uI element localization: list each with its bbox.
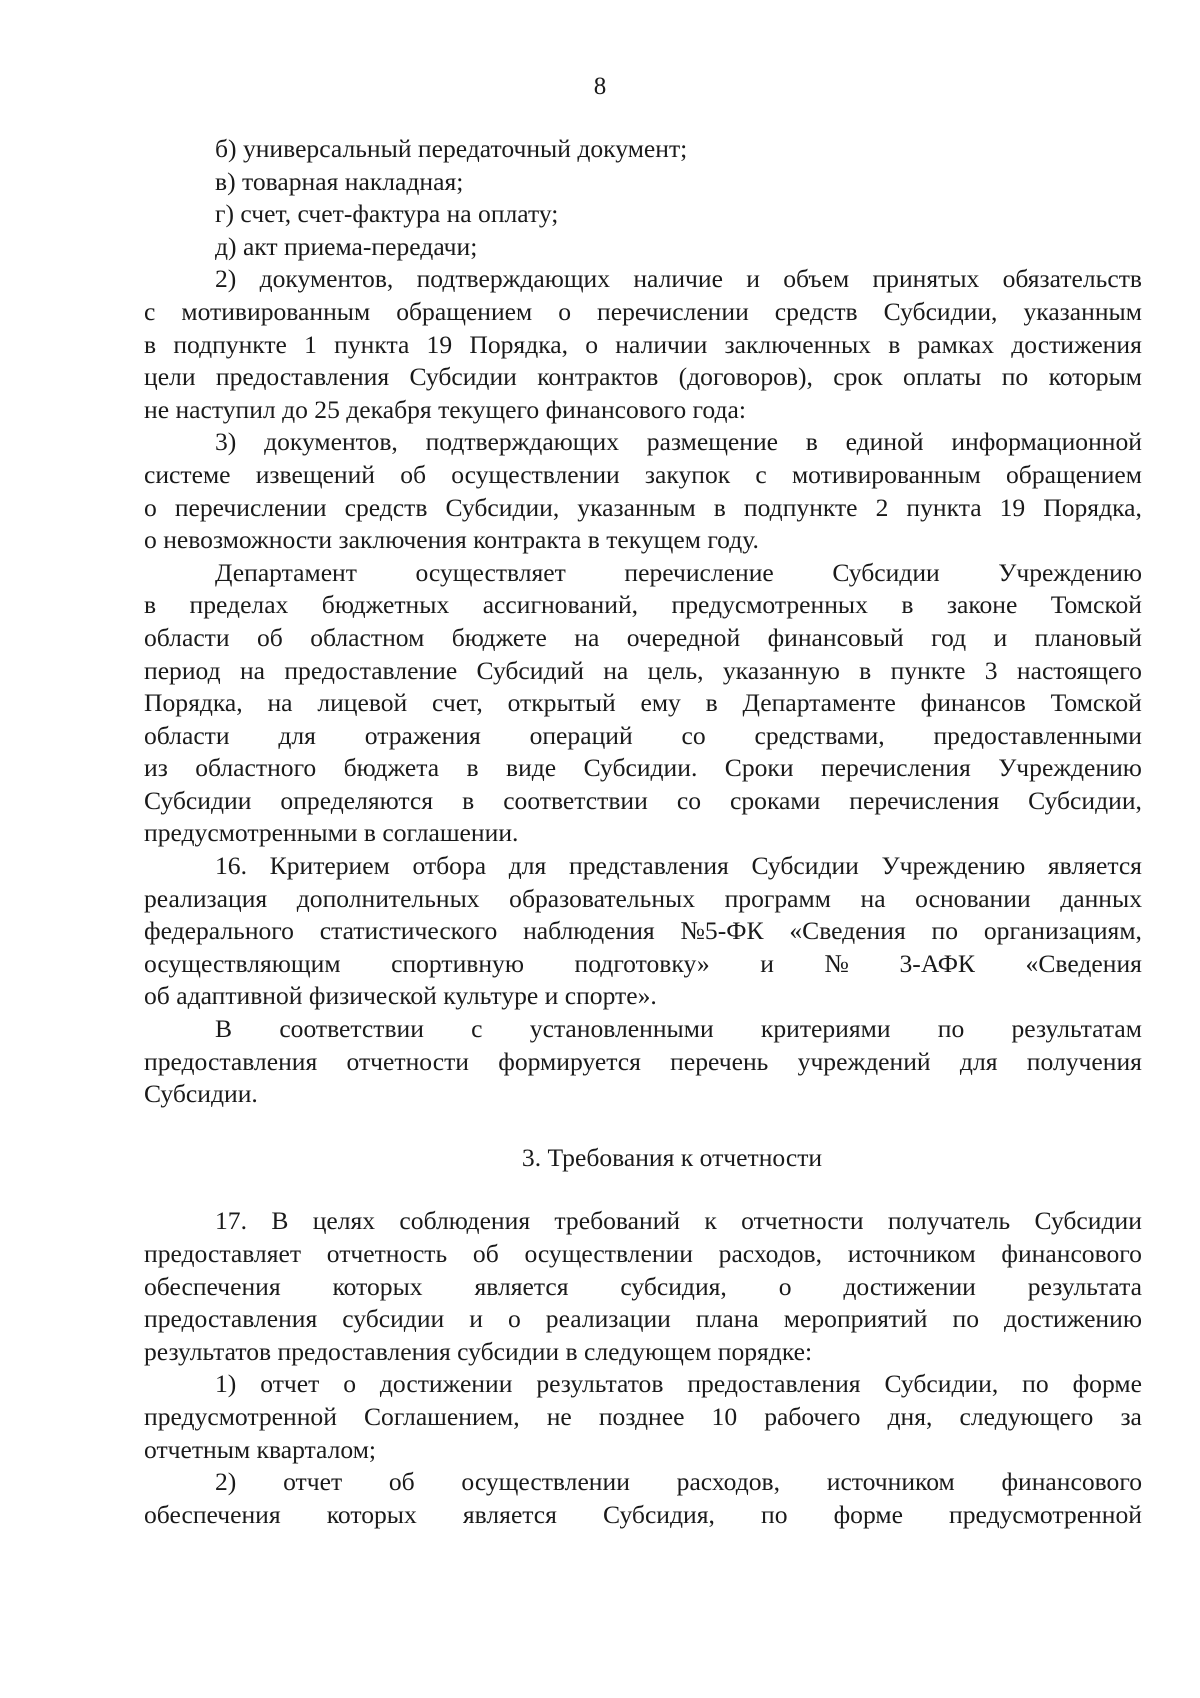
text-line: д) акт приема-передачи; bbox=[215, 231, 478, 261]
text-line bbox=[144, 655, 1142, 688]
word: Субсидии bbox=[144, 785, 252, 815]
word: перечисления bbox=[820, 753, 971, 783]
word: Субсидии. bbox=[583, 753, 698, 783]
text-line: результатов предоставления субсидии в следующем порядке: bbox=[144, 1336, 813, 1366]
word: Порядка, bbox=[469, 329, 569, 359]
text-line bbox=[144, 752, 1142, 785]
text-line: предусмотренными в соглашении. bbox=[144, 818, 519, 848]
word: на bbox=[574, 622, 600, 652]
word: позднее bbox=[598, 1401, 685, 1431]
word: предоставления bbox=[215, 362, 390, 392]
word: мероприятий bbox=[783, 1304, 928, 1334]
word: цель, bbox=[647, 655, 704, 685]
word: предусмотренной bbox=[949, 1499, 1142, 1529]
word: заключенных bbox=[724, 329, 871, 359]
word: подготовку» bbox=[574, 948, 710, 978]
word: которым bbox=[1048, 362, 1142, 392]
text-line bbox=[144, 459, 1142, 492]
text-line bbox=[144, 883, 1142, 916]
word: перечисление bbox=[624, 557, 774, 587]
word: Департаменте bbox=[742, 688, 896, 718]
word: пункте bbox=[890, 655, 966, 685]
text-line bbox=[144, 1499, 1142, 1532]
text-line bbox=[144, 557, 1142, 590]
word: реализация bbox=[144, 883, 268, 913]
text-line bbox=[144, 296, 1142, 329]
word: в bbox=[466, 753, 479, 783]
word: с bbox=[755, 459, 767, 489]
document-body bbox=[144, 133, 1142, 1531]
word: Субсидии, bbox=[884, 1369, 999, 1399]
word: подтверждающих bbox=[425, 427, 620, 457]
word: указанным bbox=[577, 492, 696, 522]
text-line bbox=[144, 1368, 1142, 1401]
word: основании bbox=[915, 883, 1031, 913]
word: Субсидии, bbox=[445, 492, 560, 522]
word: предоставляет bbox=[144, 1239, 302, 1268]
word: областном bbox=[310, 622, 425, 652]
word: на bbox=[860, 883, 886, 913]
word: осуществляет bbox=[415, 557, 566, 587]
word: формируется bbox=[498, 1046, 641, 1076]
word: 2) bbox=[215, 1467, 237, 1497]
word: отчетность bbox=[326, 1239, 448, 1268]
word: предоставления bbox=[144, 1046, 318, 1076]
word: системе bbox=[144, 459, 231, 489]
word: области bbox=[144, 720, 230, 750]
word: подтверждающих bbox=[416, 264, 611, 294]
word: указанным bbox=[1023, 296, 1142, 326]
text-line bbox=[144, 1046, 1142, 1079]
word: В bbox=[271, 1206, 289, 1236]
word: операций bbox=[529, 720, 633, 750]
word: является bbox=[474, 1271, 569, 1301]
word: соответствии bbox=[279, 1014, 424, 1044]
word: оплаты bbox=[903, 362, 982, 392]
word: срок bbox=[833, 362, 883, 392]
text-line bbox=[144, 1303, 1142, 1336]
word: об bbox=[400, 459, 427, 489]
word: информационной bbox=[951, 427, 1142, 457]
word: на bbox=[267, 688, 293, 718]
word: Сроки bbox=[724, 753, 794, 783]
word: обеспечения bbox=[144, 1499, 281, 1529]
word: об bbox=[472, 1239, 499, 1268]
word: Соглашением, bbox=[363, 1401, 520, 1431]
text-line bbox=[144, 948, 1142, 981]
word: результата bbox=[1027, 1271, 1142, 1301]
word: Порядка, bbox=[144, 688, 243, 718]
word: результатам bbox=[1011, 1014, 1142, 1044]
word: по bbox=[1001, 362, 1029, 392]
word: программ bbox=[724, 883, 831, 913]
word: установленными bbox=[529, 1014, 714, 1044]
word: Субсидии bbox=[409, 362, 517, 392]
word: открытый bbox=[507, 688, 616, 718]
word: результатов bbox=[536, 1369, 664, 1399]
word: (договоров), bbox=[678, 362, 813, 392]
word: учреждений bbox=[797, 1046, 931, 1076]
text-line bbox=[144, 329, 1142, 362]
word: Учреждению bbox=[998, 557, 1142, 587]
text-line bbox=[144, 1466, 1142, 1499]
text-line bbox=[144, 1238, 1142, 1271]
word: виде bbox=[505, 753, 557, 783]
text-line bbox=[144, 1205, 1142, 1238]
word: по bbox=[937, 1014, 965, 1044]
word: достижении bbox=[843, 1271, 976, 1301]
word: расходов, bbox=[676, 1467, 781, 1497]
word: перечисления bbox=[849, 785, 1000, 815]
word: «Сведения bbox=[1025, 948, 1142, 978]
text-line: об адаптивной физической культуре и спорте». bbox=[144, 981, 657, 1011]
word: об bbox=[256, 622, 283, 652]
word: области bbox=[144, 622, 230, 652]
word: лицевой bbox=[317, 688, 408, 718]
word: перечислении bbox=[174, 492, 327, 522]
word: к bbox=[704, 1206, 717, 1236]
word: областного bbox=[195, 753, 317, 783]
word: образовательных bbox=[509, 883, 696, 913]
word: о bbox=[507, 1304, 521, 1334]
word: со bbox=[681, 720, 706, 750]
word: за bbox=[1120, 1401, 1142, 1431]
word: источником bbox=[826, 1467, 955, 1497]
word: отчетности bbox=[741, 1206, 864, 1236]
word: плана bbox=[695, 1304, 759, 1334]
word: наблюдения bbox=[523, 916, 655, 946]
word: финансовый bbox=[767, 622, 904, 652]
text-line: Субсидии. bbox=[144, 1079, 258, 1109]
word: перечислении bbox=[597, 296, 749, 326]
word: Субсидии bbox=[751, 851, 859, 881]
word: соответствии bbox=[503, 785, 648, 815]
word: 3-АФК bbox=[899, 948, 975, 978]
word: источником bbox=[847, 1239, 976, 1268]
text-line: в) товарная накладная; bbox=[215, 166, 464, 196]
word: отражения bbox=[364, 720, 481, 750]
word: в bbox=[144, 329, 157, 359]
word: Субсидий bbox=[476, 655, 584, 685]
word: извещений bbox=[255, 459, 375, 489]
word: целях bbox=[312, 1206, 376, 1236]
word: не bbox=[546, 1401, 572, 1431]
text-line: б) универсальный передаточный документ; bbox=[215, 134, 688, 163]
word: документов, bbox=[264, 427, 398, 457]
word: Учреждению bbox=[998, 753, 1142, 783]
word: по bbox=[761, 1499, 788, 1529]
word: форме bbox=[833, 1499, 903, 1529]
word: и bbox=[469, 1304, 483, 1334]
word: Учреждению bbox=[881, 851, 1026, 881]
word: рамках bbox=[917, 329, 995, 359]
word: Томской bbox=[1050, 590, 1142, 620]
text-line bbox=[144, 1401, 1142, 1434]
text-line bbox=[144, 915, 1142, 948]
word: по bbox=[952, 1304, 980, 1334]
word: 2) bbox=[215, 264, 237, 294]
word: 3) bbox=[215, 427, 237, 457]
word: в bbox=[859, 655, 872, 685]
word: в bbox=[462, 785, 475, 815]
text-line: не наступил до 25 декабря текущего финансового года: bbox=[144, 394, 746, 424]
word: очередной bbox=[626, 622, 741, 652]
word: «Сведения bbox=[789, 916, 906, 946]
word: предоставления bbox=[687, 1369, 861, 1399]
word: о bbox=[144, 492, 157, 522]
word: мотивированным bbox=[181, 296, 371, 326]
word: для bbox=[508, 851, 547, 881]
word: о bbox=[343, 1369, 356, 1399]
word: Субсидии, bbox=[883, 296, 998, 326]
word: № bbox=[824, 948, 849, 978]
word: предоставление bbox=[284, 655, 458, 685]
word: указанную bbox=[722, 655, 840, 685]
text-line: о невозможности заключения контракта в текущем году. bbox=[144, 525, 759, 555]
word: №5-ФК bbox=[680, 916, 764, 946]
word: с bbox=[144, 296, 156, 326]
word: сроками bbox=[730, 785, 821, 815]
word: ассигнований, bbox=[482, 590, 639, 620]
word: средствами, bbox=[754, 720, 885, 750]
word: предоставления bbox=[144, 1304, 318, 1334]
word: подпункте bbox=[743, 492, 858, 522]
text-line bbox=[144, 589, 1142, 622]
word: Субсидии bbox=[1034, 1206, 1142, 1236]
word: бюджетных bbox=[321, 590, 450, 620]
word: по bbox=[931, 916, 959, 946]
word: период bbox=[144, 655, 221, 685]
word: следующего bbox=[959, 1401, 1094, 1431]
text-line bbox=[144, 263, 1142, 296]
word: 2 bbox=[875, 492, 889, 522]
word: соблюдения bbox=[399, 1206, 531, 1236]
word: получения bbox=[1026, 1046, 1142, 1076]
word: наличие bbox=[633, 264, 723, 294]
word: об bbox=[388, 1467, 415, 1497]
word: 19 bbox=[426, 329, 453, 359]
word: из bbox=[144, 753, 168, 783]
word: Субсидии, bbox=[1028, 785, 1142, 815]
word: Субсидии bbox=[832, 557, 940, 587]
text-line bbox=[144, 622, 1142, 655]
word: Томской bbox=[1050, 688, 1142, 718]
word: на bbox=[239, 655, 266, 685]
word: настоящего bbox=[1016, 655, 1142, 685]
word: предусмотренной bbox=[144, 1401, 337, 1431]
word: Субсидия, bbox=[603, 1499, 715, 1529]
word: бюджета bbox=[343, 753, 440, 783]
word: получатель bbox=[887, 1206, 1011, 1236]
word: осуществляющим bbox=[144, 948, 341, 978]
word: обращением bbox=[1006, 459, 1142, 489]
word: осуществлении bbox=[451, 459, 620, 489]
word: принятых bbox=[872, 264, 980, 294]
word: осуществлении bbox=[461, 1467, 630, 1497]
word: рабочего bbox=[764, 1401, 861, 1431]
word: 19 bbox=[999, 492, 1026, 522]
word: 1 bbox=[304, 329, 317, 359]
word: осуществлении bbox=[524, 1239, 693, 1268]
word: достижению bbox=[1004, 1304, 1142, 1334]
word: предоставленными bbox=[933, 720, 1142, 750]
word: определяются bbox=[280, 785, 434, 815]
text-line bbox=[144, 720, 1142, 753]
word: по bbox=[1022, 1369, 1049, 1399]
word: обеспечения bbox=[144, 1271, 281, 1301]
text-line bbox=[144, 1271, 1142, 1304]
word: мотивированным bbox=[791, 459, 981, 489]
word: в bbox=[805, 427, 818, 457]
word: подпункте bbox=[173, 329, 287, 359]
word: отбора bbox=[412, 851, 487, 881]
word: которых bbox=[326, 1499, 417, 1529]
word: Критерием bbox=[269, 851, 390, 881]
word: финансов bbox=[920, 688, 1026, 718]
word: обращением bbox=[396, 296, 533, 326]
word: пункта bbox=[906, 492, 982, 522]
word: федерального bbox=[144, 916, 294, 946]
word: Департамент bbox=[215, 557, 357, 587]
text-line bbox=[144, 1013, 1142, 1046]
word: финансового bbox=[1001, 1467, 1142, 1497]
word: на bbox=[603, 655, 629, 685]
word: средств bbox=[344, 492, 428, 522]
word: плановый bbox=[1034, 622, 1142, 652]
word: и bbox=[993, 622, 1008, 652]
word: о bbox=[585, 329, 599, 359]
word: о bbox=[558, 296, 572, 326]
text-line bbox=[144, 785, 1142, 818]
word: пункта bbox=[334, 329, 410, 359]
word: реализации bbox=[545, 1304, 671, 1334]
word: в bbox=[705, 688, 718, 718]
word: является bbox=[462, 1499, 557, 1529]
word: 3 bbox=[984, 655, 998, 685]
word: субсидии bbox=[342, 1304, 445, 1334]
text-line bbox=[144, 426, 1142, 459]
word: данных bbox=[1060, 883, 1142, 913]
word: контрактов bbox=[537, 362, 659, 392]
text-line bbox=[144, 492, 1142, 525]
word: которых bbox=[332, 1271, 423, 1301]
word: требований bbox=[554, 1206, 681, 1236]
word: средств bbox=[774, 296, 858, 326]
word: отчет bbox=[260, 1369, 320, 1399]
word: законе bbox=[946, 590, 1018, 620]
word: со bbox=[676, 785, 701, 815]
page-number: 8 bbox=[593, 73, 607, 100]
text-line bbox=[144, 361, 1142, 394]
word: наличии bbox=[615, 329, 708, 359]
word: является bbox=[1047, 851, 1142, 881]
word: отчет bbox=[283, 1467, 343, 1497]
word: критериями bbox=[760, 1014, 891, 1044]
word: форме bbox=[1072, 1369, 1142, 1399]
word: дополнительных bbox=[296, 883, 480, 913]
word: статистического bbox=[319, 916, 498, 946]
word: в bbox=[144, 590, 157, 620]
text-line: г) счет, счет-фактура на оплату; bbox=[215, 199, 559, 229]
word: документов, bbox=[259, 264, 394, 294]
word: для bbox=[278, 720, 316, 750]
word: в bbox=[713, 492, 726, 522]
word: субсидия, bbox=[620, 1271, 727, 1301]
word: единой bbox=[845, 427, 924, 457]
word: в bbox=[888, 329, 901, 359]
word: объем bbox=[783, 264, 850, 294]
word: достижении bbox=[379, 1369, 513, 1399]
word: предусмотренных bbox=[671, 590, 868, 620]
word: 16. bbox=[215, 851, 247, 881]
text-line bbox=[144, 850, 1142, 883]
word: В bbox=[215, 1014, 233, 1044]
word: с bbox=[471, 1014, 483, 1044]
word: ему bbox=[640, 688, 681, 718]
word: размещение bbox=[646, 427, 779, 457]
word: о bbox=[778, 1271, 792, 1301]
word: закупок bbox=[644, 459, 731, 489]
word: бюджете bbox=[451, 622, 547, 652]
word: перечень bbox=[670, 1046, 769, 1076]
text-line: отчетным кварталом; bbox=[144, 1434, 377, 1464]
word: организациям, bbox=[983, 916, 1142, 946]
word: 17. bbox=[215, 1206, 247, 1236]
word: счет, bbox=[432, 688, 483, 718]
text-line bbox=[144, 687, 1142, 720]
word: представления bbox=[569, 851, 729, 881]
word: пределах bbox=[189, 590, 289, 620]
word: и bbox=[746, 264, 760, 294]
word: спортивную bbox=[391, 948, 524, 978]
word: 10 bbox=[711, 1401, 738, 1431]
word: цели bbox=[144, 362, 196, 392]
word: отчетности bbox=[346, 1046, 469, 1076]
word: в bbox=[901, 590, 914, 620]
word: год bbox=[931, 622, 967, 652]
word: обязательств bbox=[1002, 264, 1142, 294]
word: 1) bbox=[215, 1369, 237, 1399]
section-heading: 3. Требования к отчетности bbox=[521, 1142, 823, 1172]
word: достижения bbox=[1011, 329, 1142, 359]
word: Порядка, bbox=[1043, 492, 1142, 522]
word: для bbox=[959, 1046, 998, 1076]
word: и bbox=[760, 948, 774, 978]
word: дня, bbox=[887, 1401, 933, 1431]
word: финансового bbox=[1001, 1239, 1142, 1268]
word: расходов, bbox=[718, 1239, 823, 1268]
